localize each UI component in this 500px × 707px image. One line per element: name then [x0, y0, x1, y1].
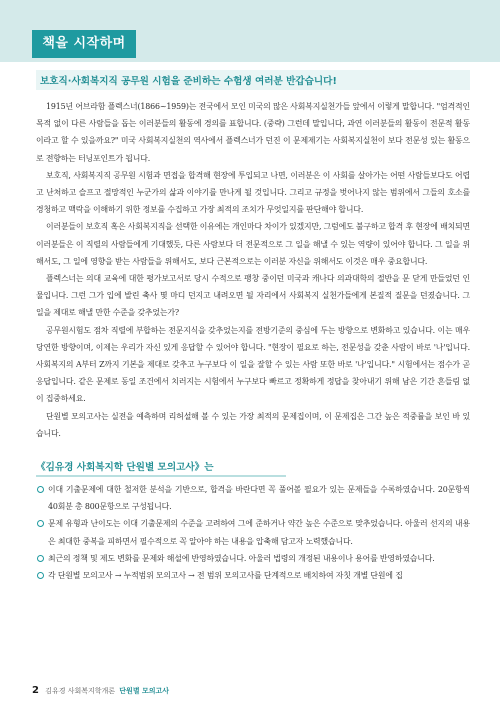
paragraph: 이러분들이 보호직 혹은 사회복지직을 선택한 이유에는 개인마다 차이가 있겠지만, 그럼에도 불구하고 합격 후 현장에 배치되면 이러분들은 이 직렬의 사람들에게 기대했듯, 다른 사람보다 더 전문적으로 그 일을 해낼 수 있는 역량이 있어야 합니다. 그 일을 위해서도, 그 일에 영향을 받는 사람들을 위해서도, 보다 근본적으로는 이러분 자신을 위해서도 이것은 매우 중요합니다.	[36, 222, 470, 266]
heading-underline	[36, 475, 286, 477]
list-item	[36, 515, 470, 549]
page-content	[36, 64, 470, 584]
features-list	[36, 481, 470, 584]
list-item-text: 이대 기출문제에 대한 철저한 분석을 기반으로, 합격을 바란다면 꼭 풀어볼 필요가 있는 문제들을 수록하였습니다. 20문항씩 40회분 총 800문항으로 구성됩니다.	[48, 485, 470, 512]
greeting-headline: 보호직·사회복지직 공무원 시험을 준비하는 수험생 여러분 반갑습니다!	[36, 70, 470, 90]
circle-bullet-icon	[37, 486, 44, 493]
list-item	[36, 550, 470, 567]
page-number: 2	[32, 685, 39, 696]
paragraph: 공무원시험도 점차 직렬에 부합하는 전문지식을 갖추었는지를 전방기준의 중심에 두는 방향으로 변화하고 있습니다. 이는 매우 당연한 방향이며, 이제는 우리가 자신 있게 응답할 수 있어야 합니다. "현장이 필요로 하는, 전문성을 갖춘 사람이 바로 '나'입니다. 사회복지의 A부터 Z까지 기본을 제대로 갖추고 누구보다 이 일을 잘할 수 있는 사람 또한 바로 '나'입니다." 시험에서는 점수가 곧 응답입니다. 같은 문제로 동일 조건에서 치러지는 시험에서 누구보다 빠르고 정확하게 정답을 찾아내기 위해 남은 기간 흔들림 없이 집중하세요.	[36, 325, 470, 404]
list-item-text: 각 단원별 모의고사 → 누적범위 모의고사 → 전 범위 모의고사를 단계적으로 배치하여 자칫 개별 단원에 집	[48, 571, 403, 581]
paragraph: 1915년 어브라함 플렉스너(1866~1959)는 전국에서 모인 미국의 많은 사회복지실천가들 앞에서 이렇게 말합니다. "엄격적인 목적 없이 다른 사람들을 돕는 이러분들의 활동에 경의를 표합니다. (중략) 그런데 말입니다, 과연 이러분들의 활동이 전문적 활동이라고 할 수 있을까요?" 미국 사회복지실천의 역사에서 플렉스너가 던진 이 문제제기는 사회복지실천이 보다 전문성 있는 활동으로 전향하는 터닝포인트가 됩니다.	[36, 102, 470, 163]
features-heading-text: 《김유경 사회복지학 단원별 모의고사》는	[36, 462, 214, 474]
page-footer	[32, 685, 169, 696]
paragraph: 보호직, 사회복지직 공무원 시험과 면접을 합격해 현장에 투입되고 나면, 이러분은 이 사회를 살아가는 어떤 사람들보다도 어렵고 난처하고 슬프고 절망적인 누군가의 삶과 이야기를 만나게 될 것입니다. 그리고 규정을 벗어나지 않는 범위에서 그들의 호소를 경청하고 맥락을 이해하기 위한 정보를 수집하고 가장 최적의 조치가 무엇일지를 판단해야 합니다.	[36, 170, 470, 215]
circle-bullet-icon	[37, 572, 44, 579]
paragraph: 단원별 모의고사는 실전을 예측하며 리허설해 볼 수 있는 가장 최적의 문제집이며, 이 문제집은 그간 높은 적중률을 보인 바 있습니다.	[36, 411, 470, 438]
features-heading	[36, 459, 470, 477]
list-item-text: 문제 유형과 난이도는 이대 기출문제의 수준을 고려하여 그에 준하거나 약간 높은 수준으로 맞추었습니다. 아울러 선지의 내용은 최대한 중복을 피하면서 필수적으로 꼭 알아야 하는 내용을 압축해 담고자 노력했습니다.	[48, 519, 470, 546]
section-title-tab: 책을 시작하며	[32, 30, 136, 58]
list-item	[36, 567, 470, 584]
series-name: 단원별 모의고사	[119, 687, 170, 695]
book-title: 김유경 사회복지학개론	[45, 687, 116, 695]
list-item-text: 최근의 정책 및 제도 변화를 문제와 해설에 반영하였습니다. 아울러 법령의 개정된 내용이나 용어를 반영하였습니다.	[48, 553, 435, 563]
list-item	[36, 481, 470, 515]
paragraph: 플렉스너는 의대 교육에 대한 평가보고서로 당시 수적으로 팽창 중이던 미국과 캐나다 의과대학의 절반을 문 닫게 만들었던 인물입니다. 그런 그가 입에 발린 축사 몇 마디 던지고 내려오면 될 자리에서 사회복지 실천가들에게 본질적 질문을 던졌습니다. 그 일을 제대로 해낼 만한 수준을 갖추었는가?	[36, 274, 470, 318]
circle-bullet-icon	[37, 520, 44, 527]
circle-bullet-icon	[37, 555, 44, 562]
